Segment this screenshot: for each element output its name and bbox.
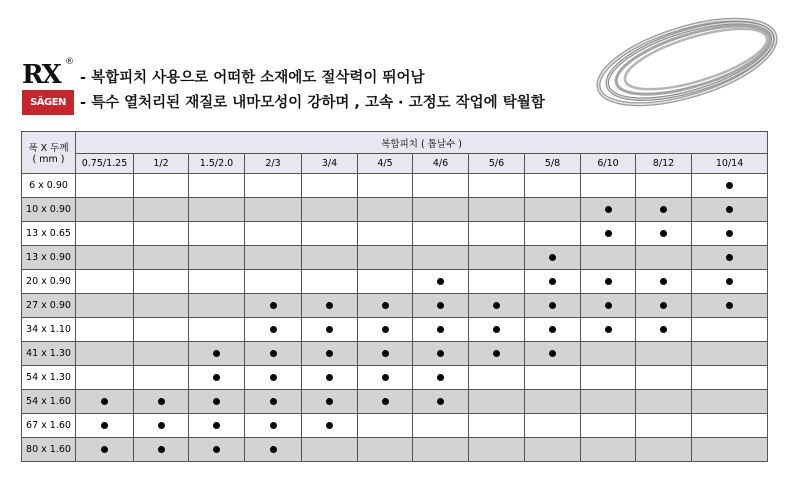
pitch-availability-cell bbox=[692, 438, 768, 462]
pitch-availability-cell bbox=[134, 198, 189, 222]
pitch-availability-cell bbox=[692, 390, 768, 414]
pitch-availability-cell bbox=[636, 438, 692, 462]
pitch-availability-cell bbox=[358, 270, 413, 294]
pitch-availability-cell bbox=[692, 294, 768, 318]
spec-table-body bbox=[22, 174, 768, 462]
available-dot-icon bbox=[437, 374, 444, 381]
pitch-availability-cell bbox=[134, 174, 189, 198]
available-dot-icon bbox=[605, 206, 612, 213]
pitch-header-cell: 2/3 bbox=[245, 154, 302, 174]
available-dot-icon bbox=[660, 230, 667, 237]
pitch-availability-cell bbox=[76, 222, 134, 246]
pitch-availability-cell bbox=[413, 222, 469, 246]
pitch-availability-cell bbox=[525, 366, 581, 390]
pitch-availability-cell bbox=[302, 366, 358, 390]
available-dot-icon bbox=[660, 278, 667, 285]
pitch-availability-cell bbox=[302, 174, 358, 198]
pitch-availability-cell bbox=[636, 198, 692, 222]
pitch-availability-cell bbox=[469, 294, 525, 318]
table-row bbox=[22, 294, 768, 318]
available-dot-icon bbox=[213, 398, 220, 405]
pitch-availability-cell bbox=[245, 198, 302, 222]
available-dot-icon bbox=[437, 350, 444, 357]
pitch-availability-cell bbox=[581, 390, 636, 414]
pitch-availability-cell bbox=[581, 318, 636, 342]
available-dot-icon bbox=[213, 446, 220, 453]
pitch-availability-cell bbox=[189, 222, 245, 246]
pitch-header-cell: 10/14 bbox=[692, 154, 768, 174]
pitch-availability-cell bbox=[302, 318, 358, 342]
pitch-availability-cell bbox=[692, 222, 768, 246]
pitch-availability-cell bbox=[134, 438, 189, 462]
rx-sagen-logo bbox=[22, 57, 74, 115]
blade-size-cell: 34 x 1.10 bbox=[22, 318, 76, 342]
pitch-availability-cell bbox=[302, 414, 358, 438]
available-dot-icon bbox=[270, 374, 277, 381]
pitch-availability-cell bbox=[358, 246, 413, 270]
pitch-availability-cell bbox=[581, 246, 636, 270]
pitch-availability-cell bbox=[469, 390, 525, 414]
pitch-availability-cell bbox=[525, 174, 581, 198]
available-dot-icon bbox=[437, 278, 444, 285]
pitch-availability-cell bbox=[245, 318, 302, 342]
available-dot-icon bbox=[437, 326, 444, 333]
available-dot-icon bbox=[605, 230, 612, 237]
pitch-availability-cell bbox=[358, 174, 413, 198]
pitch-availability-cell bbox=[302, 198, 358, 222]
pitch-availability-cell bbox=[692, 198, 768, 222]
pitch-availability-cell bbox=[469, 174, 525, 198]
pitch-availability-cell bbox=[76, 198, 134, 222]
pitch-availability-cell bbox=[134, 294, 189, 318]
available-dot-icon bbox=[660, 326, 667, 333]
pitch-availability-cell bbox=[413, 366, 469, 390]
pitch-availability-cell bbox=[302, 270, 358, 294]
pitch-availability-cell bbox=[189, 270, 245, 294]
table-row bbox=[22, 174, 768, 198]
pitch-availability-cell bbox=[581, 438, 636, 462]
available-dot-icon bbox=[605, 326, 612, 333]
pitch-availability-cell bbox=[189, 318, 245, 342]
blade-size-cell: 67 x 1.60 bbox=[22, 414, 76, 438]
blade-size-cell: 80 x 1.60 bbox=[22, 438, 76, 462]
pitch-availability-cell bbox=[413, 198, 469, 222]
pitch-availability-cell bbox=[134, 246, 189, 270]
pitch-availability-cell bbox=[525, 342, 581, 366]
pitch-availability-cell bbox=[636, 270, 692, 294]
pitch-availability-cell bbox=[692, 270, 768, 294]
blade-size-cell: 41 x 1.30 bbox=[22, 342, 76, 366]
pitch-availability-cell bbox=[302, 342, 358, 366]
pitch-availability-cell bbox=[189, 294, 245, 318]
pitch-availability-cell bbox=[302, 222, 358, 246]
available-dot-icon bbox=[270, 302, 277, 309]
available-dot-icon bbox=[213, 374, 220, 381]
available-dot-icon bbox=[549, 278, 556, 285]
pitch-availability-cell bbox=[692, 318, 768, 342]
available-dot-icon bbox=[493, 302, 500, 309]
pitch-availability-cell bbox=[302, 246, 358, 270]
pitch-availability-cell bbox=[636, 222, 692, 246]
pitch-availability-cell bbox=[692, 174, 768, 198]
available-dot-icon bbox=[326, 350, 333, 357]
pitch-availability-cell bbox=[413, 414, 469, 438]
pitch-availability-cell bbox=[134, 366, 189, 390]
pitch-availability-cell bbox=[413, 246, 469, 270]
pitch-availability-cell bbox=[692, 414, 768, 438]
pitch-header-cell: 1.5/2.0 bbox=[189, 154, 245, 174]
pitch-availability-cell bbox=[469, 246, 525, 270]
available-dot-icon bbox=[437, 398, 444, 405]
blade-size-cell: 27 x 0.90 bbox=[22, 294, 76, 318]
pitch-availability-cell bbox=[525, 198, 581, 222]
blade-size-cell: 20 x 0.90 bbox=[22, 270, 76, 294]
pitch-header-cell: 5/6 bbox=[469, 154, 525, 174]
blade-size-cell: 13 x 0.90 bbox=[22, 246, 76, 270]
pitch-availability-cell bbox=[469, 318, 525, 342]
pitch-availability-cell bbox=[189, 246, 245, 270]
available-dot-icon bbox=[605, 278, 612, 285]
available-dot-icon bbox=[101, 422, 108, 429]
pitch-header-cell: 4/6 bbox=[413, 154, 469, 174]
pitch-availability-cell bbox=[469, 270, 525, 294]
pitch-availability-cell bbox=[581, 198, 636, 222]
pitch-availability-cell bbox=[636, 342, 692, 366]
table-row bbox=[22, 366, 768, 390]
table-row bbox=[22, 438, 768, 462]
pitch-availability-cell bbox=[413, 390, 469, 414]
pitch-availability-cell bbox=[358, 390, 413, 414]
pitch-availability-cell bbox=[636, 390, 692, 414]
pitch-availability-cell bbox=[76, 390, 134, 414]
pitch-availability-cell bbox=[245, 246, 302, 270]
blade-size-cell: 54 x 1.60 bbox=[22, 390, 76, 414]
available-dot-icon bbox=[726, 302, 733, 309]
pitch-availability-cell bbox=[581, 342, 636, 366]
pitch-availability-cell bbox=[134, 390, 189, 414]
pitch-availability-cell bbox=[76, 414, 134, 438]
pitch-availability-cell bbox=[469, 198, 525, 222]
pitch-header-cell: 6/10 bbox=[581, 154, 636, 174]
available-dot-icon bbox=[326, 398, 333, 405]
pitch-availability-cell bbox=[189, 342, 245, 366]
available-dot-icon bbox=[382, 350, 389, 357]
pitch-availability-cell bbox=[358, 222, 413, 246]
logo-top bbox=[22, 57, 74, 90]
pitch-availability-cell bbox=[76, 246, 134, 270]
pitch-availability-cell bbox=[245, 342, 302, 366]
available-dot-icon bbox=[437, 302, 444, 309]
pitch-availability-cell bbox=[76, 270, 134, 294]
pitch-header-cell: 4/5 bbox=[358, 154, 413, 174]
pitch-availability-cell bbox=[581, 222, 636, 246]
pitch-availability-cell bbox=[413, 342, 469, 366]
pitch-availability-cell bbox=[525, 270, 581, 294]
pitch-availability-cell bbox=[525, 294, 581, 318]
pitch-availability-cell bbox=[413, 294, 469, 318]
pitch-header-cell: 3/4 bbox=[302, 154, 358, 174]
available-dot-icon bbox=[326, 302, 333, 309]
pitch-availability-cell bbox=[134, 414, 189, 438]
pitch-availability-cell bbox=[76, 294, 134, 318]
pitch-header-row bbox=[22, 154, 768, 174]
available-dot-icon bbox=[605, 302, 612, 309]
pitch-availability-cell bbox=[134, 270, 189, 294]
pitch-availability-cell bbox=[469, 438, 525, 462]
table-row bbox=[22, 414, 768, 438]
available-dot-icon bbox=[326, 326, 333, 333]
pitch-availability-cell bbox=[302, 438, 358, 462]
pitch-availability-cell bbox=[245, 270, 302, 294]
pitch-header-cell: 1/2 bbox=[134, 154, 189, 174]
pitch-availability-cell bbox=[525, 390, 581, 414]
pitch-availability-cell bbox=[76, 318, 134, 342]
available-dot-icon bbox=[549, 350, 556, 357]
pitch-availability-cell bbox=[245, 390, 302, 414]
pitch-header-cell: 8/12 bbox=[636, 154, 692, 174]
headline-heat-treatment: - 특수 열처리된 재질로 내마모성이 강하며 , 고속 · 고정도 작업에 탁월함 bbox=[80, 95, 545, 111]
available-dot-icon bbox=[270, 398, 277, 405]
pitch-availability-cell bbox=[525, 222, 581, 246]
pitch-availability-cell bbox=[469, 222, 525, 246]
pitch-availability-cell bbox=[469, 414, 525, 438]
available-dot-icon bbox=[549, 326, 556, 333]
pitch-availability-cell bbox=[692, 342, 768, 366]
pitch-availability-cell bbox=[413, 438, 469, 462]
pitch-availability-cell bbox=[581, 294, 636, 318]
pitch-availability-cell bbox=[245, 366, 302, 390]
pitch-availability-cell bbox=[469, 342, 525, 366]
pitch-availability-cell bbox=[134, 318, 189, 342]
pitch-availability-cell bbox=[358, 318, 413, 342]
pitch-availability-cell bbox=[358, 342, 413, 366]
available-dot-icon bbox=[549, 302, 556, 309]
pitch-availability-cell bbox=[245, 222, 302, 246]
pitch-availability-cell bbox=[245, 294, 302, 318]
available-dot-icon bbox=[660, 206, 667, 213]
blade-size-cell: 13 x 0.65 bbox=[22, 222, 76, 246]
available-dot-icon bbox=[158, 422, 165, 429]
table-row bbox=[22, 390, 768, 414]
available-dot-icon bbox=[726, 206, 733, 213]
blade-spec-table bbox=[21, 131, 768, 462]
pitch-header-cell: 5/8 bbox=[525, 154, 581, 174]
pitch-availability-cell bbox=[245, 438, 302, 462]
pitch-availability-cell bbox=[581, 270, 636, 294]
available-dot-icon bbox=[213, 350, 220, 357]
pitch-availability-cell bbox=[302, 294, 358, 318]
pitch-availability-cell bbox=[581, 174, 636, 198]
pitch-group-header: 복합피치 ( 톱날수 ) bbox=[76, 132, 768, 154]
pitch-availability-cell bbox=[76, 174, 134, 198]
available-dot-icon bbox=[726, 182, 733, 189]
available-dot-icon bbox=[101, 398, 108, 405]
pitch-availability-cell bbox=[189, 414, 245, 438]
available-dot-icon bbox=[382, 326, 389, 333]
pitch-availability-cell bbox=[636, 318, 692, 342]
size-column-header bbox=[22, 132, 76, 174]
pitch-header-cell: 0.75/1.25 bbox=[76, 154, 134, 174]
pitch-availability-cell bbox=[189, 366, 245, 390]
available-dot-icon bbox=[382, 398, 389, 405]
pitch-availability-cell bbox=[189, 198, 245, 222]
pitch-availability-cell bbox=[358, 198, 413, 222]
pitch-availability-cell bbox=[76, 438, 134, 462]
pitch-availability-cell bbox=[525, 246, 581, 270]
available-dot-icon bbox=[270, 350, 277, 357]
logo-rx-mark: RX bbox=[22, 60, 60, 90]
available-dot-icon bbox=[382, 374, 389, 381]
pitch-availability-cell bbox=[636, 414, 692, 438]
pitch-availability-cell bbox=[636, 246, 692, 270]
available-dot-icon bbox=[326, 422, 333, 429]
pitch-availability-cell bbox=[76, 366, 134, 390]
pitch-availability-cell bbox=[358, 414, 413, 438]
available-dot-icon bbox=[549, 254, 556, 261]
logo-sagen-text: SÄGEN bbox=[22, 90, 74, 115]
available-dot-icon bbox=[726, 254, 733, 261]
available-dot-icon bbox=[493, 326, 500, 333]
pitch-availability-cell bbox=[581, 366, 636, 390]
available-dot-icon bbox=[270, 422, 277, 429]
pitch-availability-cell bbox=[469, 366, 525, 390]
bandsaw-blade-image bbox=[592, 6, 782, 118]
pitch-availability-cell bbox=[358, 294, 413, 318]
available-dot-icon bbox=[726, 230, 733, 237]
available-dot-icon bbox=[660, 302, 667, 309]
pitch-availability-cell bbox=[636, 294, 692, 318]
pitch-availability-cell bbox=[692, 246, 768, 270]
available-dot-icon bbox=[326, 374, 333, 381]
pitch-availability-cell bbox=[525, 414, 581, 438]
available-dot-icon bbox=[726, 278, 733, 285]
available-dot-icon bbox=[270, 326, 277, 333]
blade-size-cell: 54 x 1.30 bbox=[22, 366, 76, 390]
pitch-availability-cell bbox=[413, 318, 469, 342]
available-dot-icon bbox=[213, 422, 220, 429]
table-row bbox=[22, 222, 768, 246]
pitch-availability-cell bbox=[245, 414, 302, 438]
pitch-availability-cell bbox=[189, 438, 245, 462]
blade-size-cell: 10 x 0.90 bbox=[22, 198, 76, 222]
pitch-availability-cell bbox=[76, 342, 134, 366]
pitch-availability-cell bbox=[413, 270, 469, 294]
pitch-availability-cell bbox=[692, 366, 768, 390]
available-dot-icon bbox=[270, 446, 277, 453]
size-header-line1: 폭 X 두께 bbox=[28, 143, 69, 154]
pitch-availability-cell bbox=[358, 438, 413, 462]
pitch-availability-cell bbox=[302, 390, 358, 414]
available-dot-icon bbox=[158, 446, 165, 453]
pitch-availability-cell bbox=[581, 414, 636, 438]
headline-compound-pitch: - 복합피치 사용으로 어떠한 소재에도 절삭력이 뛰어남 bbox=[80, 70, 425, 86]
pitch-availability-cell bbox=[134, 342, 189, 366]
pitch-availability-cell bbox=[245, 174, 302, 198]
pitch-availability-cell bbox=[525, 318, 581, 342]
size-header-line2: ( mm ) bbox=[32, 154, 65, 165]
pitch-availability-cell bbox=[189, 174, 245, 198]
pitch-availability-cell bbox=[134, 222, 189, 246]
pitch-availability-cell bbox=[525, 438, 581, 462]
pitch-availability-cell bbox=[636, 366, 692, 390]
table-row bbox=[22, 318, 768, 342]
table-row bbox=[22, 198, 768, 222]
available-dot-icon bbox=[382, 302, 389, 309]
available-dot-icon bbox=[101, 446, 108, 453]
registered-mark: ® bbox=[65, 57, 74, 67]
available-dot-icon bbox=[158, 398, 165, 405]
table-row bbox=[22, 270, 768, 294]
pitch-availability-cell bbox=[358, 366, 413, 390]
pitch-availability-cell bbox=[413, 174, 469, 198]
table-row bbox=[22, 342, 768, 366]
blade-size-cell: 6 x 0.90 bbox=[22, 174, 76, 198]
pitch-availability-cell bbox=[636, 174, 692, 198]
available-dot-icon bbox=[493, 350, 500, 357]
pitch-availability-cell bbox=[189, 390, 245, 414]
table-row bbox=[22, 246, 768, 270]
